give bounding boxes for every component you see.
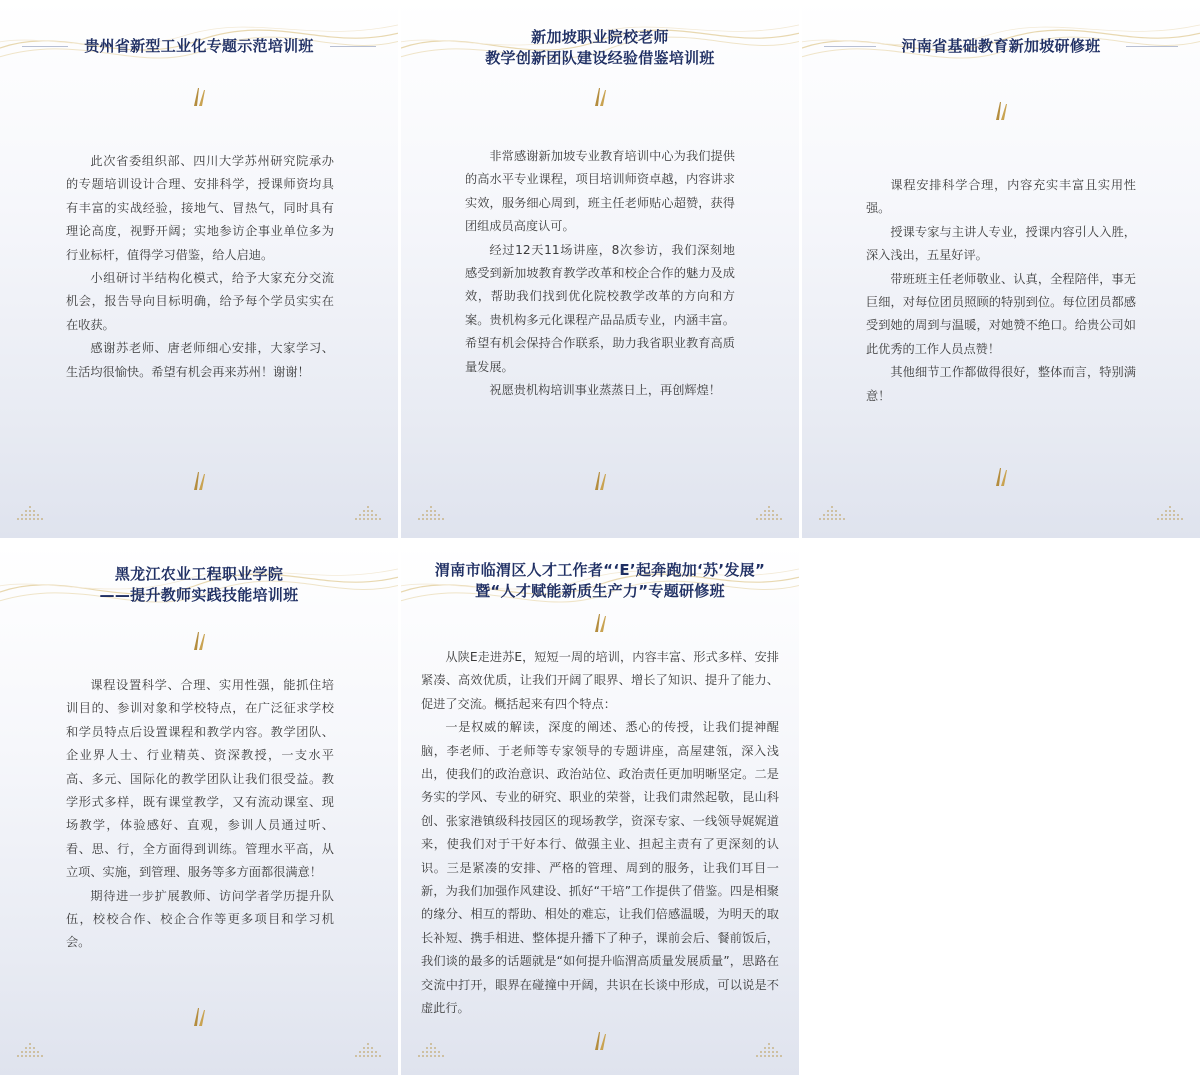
paragraph: 其他细节工作都做得很好，整体而言，特别满意！ — [866, 365, 1136, 403]
gold-logo-mark-icon — [993, 468, 1009, 486]
card-title — [401, 27, 799, 69]
paragraph: 课程安排科学合理，内容充实丰富且实用性强。 — [866, 178, 1136, 216]
testimonial-card-guizhou — [0, 0, 398, 538]
card-title — [401, 560, 799, 602]
card-title — [802, 36, 1200, 57]
card-body — [66, 150, 334, 384]
gold-logo-mark-icon — [592, 88, 608, 106]
paragraph: 从陕E走进苏E，短短一周的培训，内容丰富、形式多样、安排紧凑、高效优质，让我们开阔了眼界、增长了知识、提升了能力、促进了交流。概括起来有四个特点： — [421, 650, 779, 711]
testimonial-card-heilongjiang — [0, 544, 398, 1075]
dot-pattern-icon — [1152, 504, 1188, 524]
card-title-line: 新加坡职业院校老师 — [531, 28, 669, 46]
card-title-line: 黑龙江农业工程职业学院 — [114, 565, 284, 583]
card-title-line: 暨“人才赋能新质生产力”专题研修班 — [475, 582, 725, 600]
gold-logo-mark-icon — [993, 102, 1009, 120]
paragraph: 课程设置科学、合理、实用性强，能抓住培训目的、参训对象和学校特点，在广泛征求学校和学员特点后设置课程和教学内容。教学团队、企业界人士、行业精英、资深教授，一支水平高、多元、国际化的教学团队让我们很受益。教学形式多样，既有课堂教学，又有流动课室、现场教学，体验感好、直观，参训人员通过听、看、思、行，全方面得到训练。管理水平高，从立项、实施，到管理、服务等多方面都很满意！ — [66, 678, 334, 880]
gold-logo-mark-icon — [191, 632, 207, 650]
paragraph: 感谢苏老师、唐老师细心安排，大家学习、生活均很愉快。希望有机会再来苏州！谢谢！ — [66, 341, 334, 379]
card-title-line: 教学创新团队建设经验借鉴培训班 — [485, 49, 715, 67]
gold-logo-mark-icon — [191, 1008, 207, 1026]
card-body — [465, 145, 735, 402]
paragraph: 小组研讨半结构化模式，给予大家充分交流机会，报告导向目标明确，给予每个学员实实在在收获。 — [66, 271, 334, 332]
paragraph: 一是权威的解读，深度的阐述、悉心的传授，让我们提神醒脑，李老师、于老师等专家领导的专题讲座，高屋建瓴，深入浅出，使我们的政治意识、政治站位、政治责任更加明晰坚定。二是务实的学风、专业的研究、职业的荣誉，让我们肃然起敬，昆山科创、张家港镇级科技园区的现场教学，资深专家、一线领导娓娓道来，使我们对于干好本行、做强主业、担起主责有了更深刻的认识。三是紧凑的安排、严格的管理、周到的服务，让我们耳目一新，为我们加强作风建设、抓好“干培”工作提供了借鉴。四是相聚的缘分、相互的帮助、相处的难忘，让我们倍感温暖，为明天的取长补短、携手相进、整体提升播下了种子，课前会后、餐前饭后，我们谈的最多的话题就是“如何提升临渭高质量发展质量”，思路在交流中打开，眼界在碰撞中开阔，共识在长谈中形成，可以说是不虚此行。 — [421, 720, 779, 1016]
paragraph: 非常感谢新加坡专业教育培训中心为我们提供的高水平专业课程，项目培训师资卓越，内容讲求实效，服务细心周到，班主任老师贴心超赞，获得团组成员高度认可。 — [465, 149, 735, 234]
dot-pattern-icon — [814, 504, 850, 524]
dot-pattern-icon — [751, 504, 787, 524]
dot-pattern-icon — [350, 1041, 386, 1061]
card-body — [866, 174, 1136, 408]
card-title-line: 河南省基础教育新加坡研修班 — [901, 37, 1101, 55]
card-title — [0, 564, 398, 606]
paragraph: 此次省委组织部、四川大学苏州研究院承办的专题培训设计合理、安排科学，授课师资均具有丰富的实战经验，接地气、冒热气，同时具有理论高度，视野开阔；实地参访企事业单位多为行业标杆，值得学习借鉴，给人启迪。 — [66, 154, 334, 262]
testimonial-card-weinan — [401, 544, 799, 1075]
paragraph: 授课专家与主讲人专业，授课内容引人入胜，深入浅出，五星好评。 — [866, 224, 1136, 263]
dot-pattern-icon — [413, 1041, 449, 1061]
card-title-line: 渭南市临渭区人才工作者“‘E’起奔跑加‘苏’发展” — [434, 561, 766, 579]
gold-logo-mark-icon — [592, 614, 608, 632]
dot-pattern-icon — [12, 1041, 48, 1061]
gold-logo-mark-icon — [592, 1032, 608, 1050]
gold-logo-mark-icon — [191, 472, 207, 490]
dot-pattern-icon — [751, 1041, 787, 1061]
testimonial-card-singapore-vocational — [401, 0, 799, 538]
gold-logo-mark-icon — [592, 472, 608, 490]
paragraph: 经过12天11场讲座，8次参访，我们深刻地感受到新加坡教育教学改革和校企合作的魅力及成效，帮助我们找到优化院校教学改革的方向和方案。贵机构多元化课程产品品质专业，内涵丰富。希望有机会保持合作联系，助力我省职业教育高质量发展。 — [465, 242, 735, 374]
card-body — [66, 674, 334, 955]
card-title-line: ——提升教师实践技能培训班 — [99, 586, 299, 604]
paragraph: 带班班主任老师敬业、认真，全程陪伴，事无巨细，对每位团员照顾的特别到位。每位团员都感受到她的周到与温暖，对她赞不绝口。给贵公司如此优秀的工作人员点赞！ — [866, 271, 1136, 356]
paragraph: 期待进一步扩展教师、访问学者学历提升队伍，校校合作、校企合作等更多项目和学习机会。 — [66, 888, 334, 950]
card-title — [0, 36, 398, 57]
dot-pattern-icon — [350, 504, 386, 524]
card-body — [421, 646, 779, 1021]
card-title-line: 贵州省新型工业化专题示范培训班 — [84, 37, 314, 55]
testimonial-card-henan — [802, 0, 1200, 538]
paragraph: 祝愿贵机构培训事业蒸蒸日上，再创辉煌！ — [489, 383, 721, 398]
dot-pattern-icon — [12, 504, 48, 524]
gold-logo-mark-icon — [191, 88, 207, 106]
dot-pattern-icon — [413, 504, 449, 524]
